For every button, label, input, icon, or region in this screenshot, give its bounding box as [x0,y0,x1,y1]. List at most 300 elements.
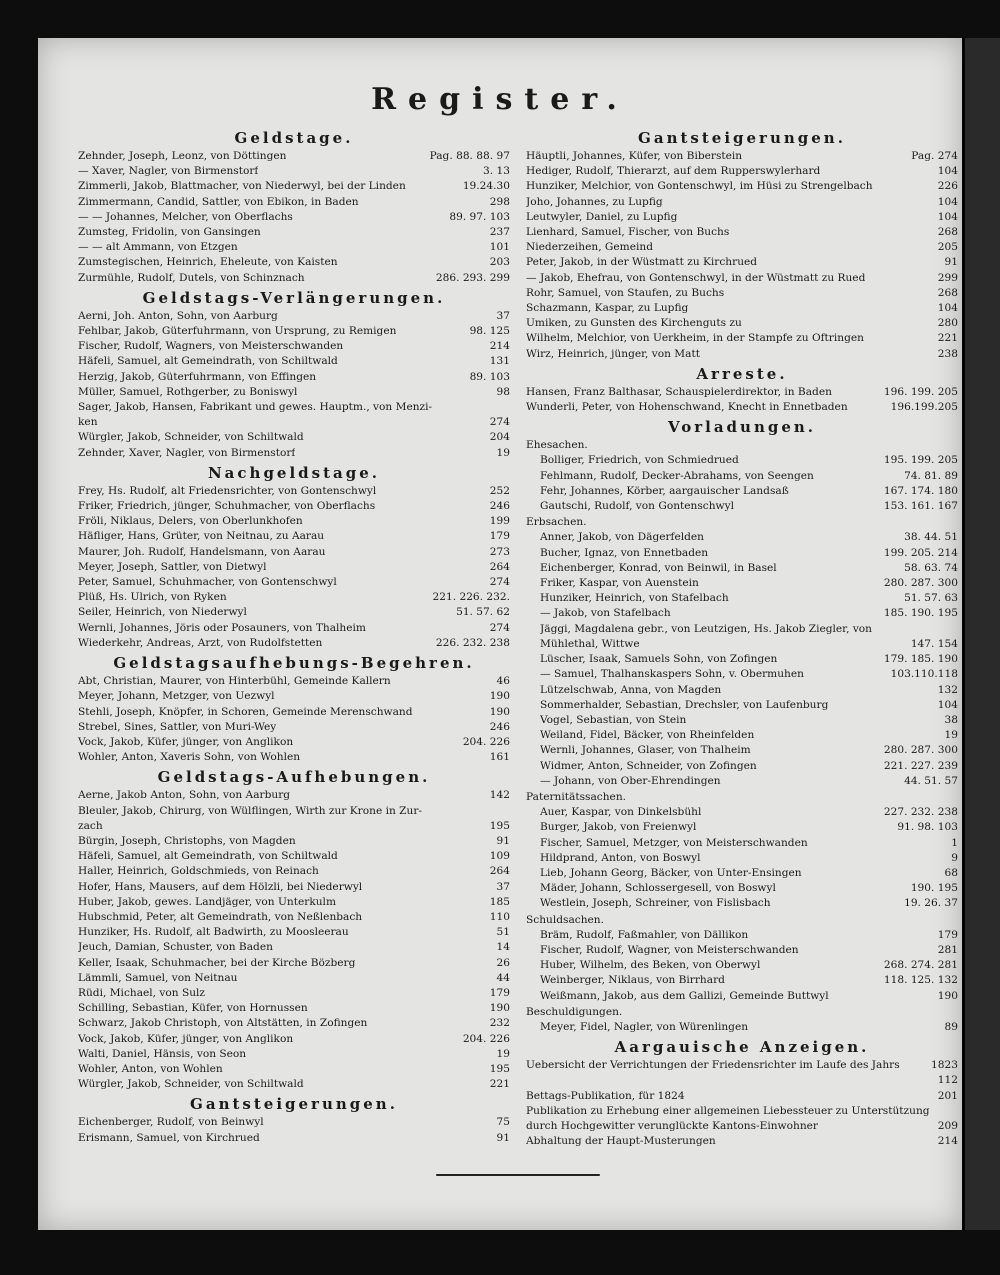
page-title: Register. [371,82,629,117]
entry-name: Bräm, Rudolf, Faßmahler, von Dällikon [540,928,749,941]
entry-pages: 51. 57. 62 [456,606,510,619]
entry-name: Lienhard, Samuel, Fischer, von Buchs [526,226,730,239]
entry-name: — Jakob, von Stafelbach [540,607,671,620]
register-entry [78,400,510,415]
register-entry [78,446,510,461]
register-entry [526,774,958,789]
subsection-label: Beschuldigungen. [526,1005,623,1018]
register-entry [526,484,958,499]
entry-name: Hunziker, Heinrich, von Stafelbach [540,592,729,605]
register-entry [526,149,958,164]
register-entry [78,415,510,430]
page-gutter [962,38,965,1230]
entry-pages: 19 [496,446,510,459]
entry-pages: 201 [937,1089,958,1102]
entry-pages: 51. 57. 63 [904,592,958,605]
entry-pages: 91 [496,834,510,847]
entry-name: Friker, Kaspar, von Auenstein [540,577,699,590]
entry-name: Bleuler, Jakob, Chirurg, von Wülflingen, Wirth zur Krone in Zur- [78,804,422,817]
entry-name: Hunziker, Melchior, von Gontenschwyl, im Hüsi zu Strengelbach [526,180,873,193]
entry-name: Publikation zu Erhebung einer allgemeinen Liebessteuer zu Unterstützung [526,1104,930,1117]
register-entry [526,316,958,331]
entry-pages: 19. 26. 37 [904,897,958,910]
register-entry [526,713,958,728]
entry-pages: 14 [496,941,510,954]
entry-name: Vogel, Sebastian, von Stein [540,713,687,726]
entry-name: Widmer, Anton, Schneider, von Zofingen [540,759,757,772]
entry-pages: 209 [937,1119,958,1132]
entry-name: Häfeli, Samuel, alt Gemeindrath, von Schiltwald [78,850,338,863]
entry-pages: 190 [489,705,510,718]
entry-name: Hofer, Hans, Mausers, auf dem Hölzli, bei Niederwyl [78,880,363,893]
section-heading: Vorladungen. [667,418,817,437]
entry-name: durch Hochgewitter verunglückte Kantons-Einwohner [526,1119,818,1132]
entry-name: — — Johannes, Melcher, von Oberflachs [78,210,293,223]
entry-name: Plüß, Hs. Ulrich, von Ryken [78,591,227,604]
entry-pages: 44 [496,971,510,984]
entry-name: Aerni, Joh. Anton, Sohn, von Aarburg [78,309,278,322]
register-page [38,38,962,1230]
entry-pages: 89. 103 [469,370,510,383]
entry-pages: 221. 226. 232. [432,591,510,604]
entry-name: Rohr, Samuel, von Staufen, zu Buchs [526,286,725,299]
entry-pages: 161 [489,751,510,764]
entry-name: Bolliger, Friedrich, von Schmiedrued [540,454,739,467]
register-entry [78,750,510,765]
register-entry [526,347,958,362]
register-entry [78,1062,510,1077]
entry-name: Huber, Wilhelm, des Beken, von Oberwyl [540,959,761,972]
entry-pages: 1 [951,836,958,849]
entry-pages: 280 [937,317,958,330]
entry-pages: 199. 205. 214 [883,546,958,559]
entry-pages: 89 [944,1020,958,1033]
entry-pages: 98 [496,385,510,398]
register-entry [526,164,958,179]
register-entry [526,210,958,225]
register-entry [526,271,958,286]
subsection-label: Paternitätssachen. [526,790,627,803]
entry-pages: 44. 51. 57 [904,774,958,787]
entry-pages: 214 [937,1135,958,1148]
entry-name: — — alt Ammann, von Etzgen [78,241,238,254]
entry-name: Herzig, Jakob, Güterfuhrmann, von Effingen [78,370,317,383]
entry-pages: 9 [951,851,958,864]
entry-name: Bucher, Ignaz, von Ennetbaden [540,546,709,559]
register-entry [526,637,958,652]
entry-pages: 91 [496,1131,510,1144]
entry-name: Würgler, Jakob, Schneider, von Schiltwald [78,431,304,444]
subsection-label: Schuldsachen. [526,913,604,926]
entry-pages: 204. 226 [462,1032,510,1045]
section-heading: Aargauische Anzeigen. [614,1038,870,1057]
entry-pages: 109 [489,850,510,863]
entry-pages [952,622,958,637]
entry-pages: 204 [489,431,510,444]
register-entry [526,1119,958,1134]
entry-pages: 190. 195 [910,882,958,895]
register-entry [526,943,958,958]
entry-name: Auer, Kaspar, von Dinkelsbühl [540,806,702,819]
register-entry [526,225,958,240]
register-entry [526,728,958,743]
entry-name: Eichenberger, Konrad, von Beinwil, in Basel [540,561,777,574]
entry-pages: 227. 232. 238 [883,806,958,819]
entry-pages: 221. 227. 239 [883,759,958,772]
entry-name: Wilhelm, Melchior, von Uerkheim, in der Stampfe zu Oftringen [526,332,864,345]
entry-pages: 203 [489,256,510,269]
entry-name: zach [78,819,103,832]
entry-name: Hildprand, Anton, von Boswyl [540,851,701,864]
register-entry [78,621,510,636]
entry-name: Bürgin, Joseph, Christophs, von Magden [78,834,296,847]
entry-name: Weißmann, Jakob, aus dem Gallizi, Gemeinde Buttwyl [540,989,829,1002]
register-entry [78,514,510,529]
entry-name: Bettags-Publikation, für 1824 [526,1089,685,1102]
register-entry [526,591,958,606]
entry-name: Schazmann, Kaspar, zu Lupfig [526,302,689,315]
register-entry [526,240,958,255]
section-heading: Geldstagsaufhebungs-Begehren. [113,654,475,673]
register-entry [78,705,510,720]
entry-name: Burger, Jakob, von Freienwyl [540,821,697,834]
entry-pages: Pag. 88. 88. 97 [429,150,510,162]
register-entry [78,880,510,895]
register-entry [78,1016,510,1031]
left-column [78,126,510,1146]
entry-pages: 91 [944,256,958,269]
entry-name: — Johann, von Ober-Ehrendingen [540,774,721,787]
register-entry [526,881,958,896]
entry-name: Strebel, Sines, Sattler, von Muri-Wey [78,720,277,733]
entry-pages: 238 [937,347,958,360]
entry-pages: Pag. 274 [911,150,958,162]
entry-pages: 273 [489,545,510,558]
register-entry [526,851,958,866]
register-entry [78,605,510,620]
entry-pages: 190 [489,1002,510,1015]
register-entry [526,331,958,346]
entry-name: Lieb, Johann Georg, Bäcker, von Unter-Ensingen [540,866,802,879]
entry-pages: 274 [489,576,510,589]
entry-pages: 246 [489,500,510,513]
entry-pages: 226. 232. 238 [435,636,510,649]
entry-name: Meyer, Fidel, Nagler, von Würenlingen [540,1020,749,1033]
entry-pages: 110 [489,910,510,923]
entry-name: Zehnder, Xaver, Nagler, von Birmenstorf [78,446,296,459]
register-entry [78,956,510,971]
entry-pages: 104 [937,302,958,315]
register-entry [78,1131,510,1146]
entry-pages: 147. 154 [910,637,958,650]
entry-pages: 268 [937,286,958,299]
register-entry [526,1058,958,1073]
entry-name: Mühlethal, Wittwe [540,637,640,650]
register-entry [78,788,510,803]
entry-pages: 104 [937,698,958,711]
register-entry [78,895,510,910]
entry-pages: 281 [937,943,958,956]
entry-name: Friker, Friedrich, jünger, Schuhmacher, von Oberflachs [78,500,376,513]
entry-name: Vock, Jakob, Küfer, jünger, von Anglikon [78,1032,294,1045]
register-entry [526,820,958,835]
entry-name: Zimmermann, Candid, Sattler, von Ebikon, in Baden [78,195,359,208]
entry-name: Jeuch, Damian, Schuster, von Baden [78,941,273,954]
closing-rule [436,1174,600,1176]
entry-pages: 58. 63. 74 [904,561,958,574]
entry-pages: 38. 44. 51 [904,531,958,544]
register-entry [78,149,510,164]
entry-pages: 89. 97. 103 [449,210,510,223]
entry-name: Wohler, Anton, von Wohlen [78,1062,223,1075]
register-entry [78,324,510,339]
register-entry [78,309,510,324]
entry-name: Leutwyler, Daniel, zu Lupfig [526,210,678,223]
entry-name: Uebersicht der Verrichtungen der Friedensrichter im Laufe des Jahrs [526,1059,900,1072]
right-column [526,126,958,1149]
entry-name: Hubschmid, Peter, alt Gemeindrath, von Neßlenbach [78,910,363,923]
entry-name: Zurmühle, Rudolf, Dutels, von Schinznach [78,271,305,284]
entry-name: Walti, Daniel, Hänsis, von Seon [78,1047,247,1060]
register-entry [78,590,510,605]
register-entry [78,735,510,750]
register-entry [78,1115,510,1130]
entry-name: Westlein, Joseph, Schreiner, von Fislisbach [540,897,771,910]
entry-name: Meyer, Johann, Metzger, von Uezwyl [78,690,275,703]
entry-pages: 185 [489,895,510,908]
entry-pages: 68 [944,866,958,879]
entry-name: Häfliger, Hans, Grüter, von Neitnau, zu Aarau [78,530,325,543]
entry-pages: 268. 274. 281 [883,959,958,972]
entry-pages: 3. 13 [483,165,510,178]
entry-name: Peter, Samuel, Schuhmacher, von Gontenschwyl [78,576,337,589]
entry-name: Würgler, Jakob, Schneider, von Schiltwald [78,1078,304,1091]
section-heading: Geldstags-Verlängerungen. [142,288,446,307]
entry-pages: 179 [489,530,510,543]
entry-name: Aerne, Jakob Anton, Sohn, von Aarburg [78,789,291,802]
register-entry [78,910,510,925]
entry-pages: 74. 81. 89 [904,469,958,482]
next-page-edge [962,38,1000,1230]
register-entry [78,560,510,575]
subsection-label: Ehesachen. [526,439,588,452]
entry-name: — Xaver, Nagler, von Birmenstorf [78,165,259,178]
entry-pages: 190 [489,690,510,703]
entry-pages: 167. 174. 180 [883,484,958,497]
register-entry [526,499,958,514]
entry-name: Wunderli, Peter, von Hohenschwand, Knecht in Ennetbaden [526,401,848,414]
entry-name: Wernli, Johannes, Jöris oder Posauners, von Thalheim [78,621,366,634]
entry-pages: 274 [489,621,510,634]
register-entry [78,849,510,864]
entry-name: Fehlbar, Jakob, Güterfuhrmann, von Ursprung, zu Remigen [78,325,397,338]
entry-pages: 91. 98. 103 [897,821,958,834]
entry-name: Zumsteg, Fridolin, von Gansingen [78,226,261,239]
entry-name: Sager, Jakob, Hansen, Fabrikant und gewes. Hauptm., von Menzi- [78,401,433,414]
entry-name: Schwarz, Jakob Christoph, von Altstätten, in Zofingen [78,1017,368,1030]
entry-pages: 101 [489,241,510,254]
entry-pages: 280. 287. 300 [883,744,958,757]
entry-pages: 252 [489,484,510,497]
register-entry [526,805,958,820]
entry-pages: 19.24.30 [462,180,510,193]
entry-pages: 195 [489,1062,510,1075]
entry-pages: 274 [489,416,510,429]
register-entry [526,622,958,637]
register-entry [78,499,510,514]
entry-name: Häuptli, Johannes, Küfer, von Biberstein [526,150,743,162]
register-entry [526,759,958,774]
entry-name: Lützelschwab, Anna, von Magden [540,683,722,696]
entry-pages: 280. 287. 300 [883,577,958,590]
register-entry [78,271,510,286]
entry-name: Lämmli, Samuel, von Neitnau [78,971,238,984]
entry-pages: 195 [489,819,510,832]
entry-pages: 19 [944,729,958,742]
register-entry [526,1104,958,1119]
entry-name: Weiland, Fidel, Bäcker, von Rheinfelden [540,729,755,742]
register-entry [78,225,510,240]
section-heading: Arreste. [696,364,788,383]
entry-name: Lüscher, Isaak, Samuels Sohn, von Zofingen [540,653,778,666]
register-entry [78,385,510,400]
register-entry [78,720,510,735]
entry-pages: 199 [489,515,510,528]
register-entry [526,301,958,316]
entry-name: Joho, Johannes, zu Lupfig [526,195,663,208]
entry-name: Zehnder, Joseph, Leonz, von Döttingen [78,150,287,162]
entry-pages: 132 [937,683,958,696]
register-entry [78,164,510,179]
entry-name: Wohler, Anton, Xaveris Sohn, von Wohlen [78,751,301,764]
entry-pages: 221 [489,1078,510,1091]
entry-pages: 179 [937,928,958,941]
entry-pages: 153. 161. 167 [883,500,958,513]
entry-pages: 205 [937,241,958,254]
register-entry [78,430,510,445]
register-entry [526,973,958,988]
register-entry [78,370,510,385]
entry-name: Fröli, Niklaus, Delers, von Oberlunkhofen [78,515,303,528]
entry-name: Wirz, Heinrich, jünger, von Matt [526,347,700,360]
register-entry [78,354,510,369]
entry-pages: 118. 125. 132 [883,974,958,987]
entry-pages: 37 [496,309,510,322]
register-entry [78,210,510,225]
register-entry [526,561,958,576]
entry-name: Häfeli, Samuel, alt Gemeindrath, von Schiltwald [78,355,338,368]
entry-pages: 237 [489,226,510,239]
entry-name: Fischer, Rudolf, Wagners, von Meisterschwanden [78,340,344,353]
section-heading: Geldstage. [234,129,354,147]
section-heading: Gantsteigerungen. [638,129,846,147]
entry-name: Fehr, Johannes, Körber, aargauischer Landsaß [540,484,789,497]
register-entry [78,1077,510,1092]
entry-pages: 232 [489,1017,510,1030]
register-entry [526,667,958,682]
entry-name: Hediger, Rudolf, Thierarzt, auf dem Rupperswylerhard [526,165,821,178]
entry-pages: 103.110.118 [890,668,958,681]
entry-name: Müller, Samuel, Rothgerber, zu Boniswyl [78,385,298,398]
entry-name: Vock, Jakob, Küfer, jünger, von Anglikon [78,735,294,748]
entry-pages: 51 [496,926,510,939]
entry-name: Haller, Heinrich, Goldschmieds, von Reinach [78,865,319,878]
register-entry [78,255,510,270]
register-entry [526,530,958,545]
entry-name: Rüdi, Michael, von Sulz [78,986,206,999]
register-entry [526,1073,958,1088]
entry-pages: 286. 293. 299 [435,271,510,284]
register-entry [78,636,510,651]
entry-pages: 195. 199. 205 [883,454,958,467]
entry-pages: 104 [937,210,958,223]
section-heading: Geldstags-Aufhebungen. [157,768,431,787]
entry-pages: 264 [489,865,510,878]
entry-pages: 246 [489,720,510,733]
entry-pages: 196.199.205 [890,401,958,414]
section-heading: Gantsteigerungen. [190,1095,398,1114]
entry-name: Fischer, Rudolf, Wagner, von Meisterschwanden [540,943,799,956]
entry-pages: 226 [937,180,958,193]
entry-pages: 75 [496,1116,510,1129]
entry-pages: 26 [496,956,510,969]
register-entry [526,896,958,911]
register-entry [78,1032,510,1047]
register-entry [78,864,510,879]
entry-name: Fehlmann, Rudolf, Decker-Abrahams, von Seengen [540,469,814,482]
entry-pages: 179 [489,986,510,999]
register-entry [526,453,958,468]
register-entry [78,240,510,255]
entry-name: Zimmerli, Jakob, Blattmacher, von Niederwyl, bei der Linden [78,180,406,193]
entry-name: Meyer, Joseph, Sattler, von Dietwyl [78,560,267,573]
register-entry [526,179,958,194]
entry-name: Niederzeihen, Gemeind [526,241,653,254]
register-entry [78,339,510,354]
register-entry [78,484,510,499]
entry-name: ken [78,416,98,429]
entry-pages: 298 [489,195,510,208]
register-entry [526,195,958,210]
entry-name: Keller, Isaak, Schuhmacher, bei der Kirche Bözberg [78,956,356,969]
entry-pages [952,1104,958,1119]
entry-pages: 46 [496,675,510,688]
register-entry [78,674,510,689]
entry-name: Anner, Jakob, von Dägerfelden [540,531,705,544]
entry-name: Huber, Jakob, gewes. Landjäger, von Unterkulm [78,895,336,908]
register-entry [526,866,958,881]
register-entry [78,1001,510,1016]
entry-pages: 185. 190. 195 [883,607,958,620]
entry-pages: 104 [937,165,958,178]
register-entry [526,1134,958,1149]
register-entry [78,804,510,819]
entry-name: Peter, Jakob, in der Wüstmatt zu Kirchrued [526,256,758,269]
subsection-label: Erbsachen. [526,516,587,529]
register-entry [78,689,510,704]
register-entry [78,819,510,834]
entry-name: Eichenberger, Rudolf, von Beinwyl [78,1116,264,1129]
entry-pages: 299 [937,271,958,284]
entry-name: Hansen, Franz Balthasar, Schauspielerdirektor, in Baden [526,385,832,398]
entry-name: Sommerhalder, Sebastian, Drechsler, von Laufenburg [540,698,829,711]
entry-name: Wernli, Johannes, Glaser, von Thalheim [540,744,751,757]
entry-name: Abt, Christian, Maurer, von Hinterbühl, Gemeinde Kallern [78,675,391,688]
register-entry [526,385,958,400]
entry-name: Fischer, Samuel, Metzger, von Meisterschwanden [540,836,808,849]
register-entry [78,834,510,849]
entry-pages: 104 [937,195,958,208]
